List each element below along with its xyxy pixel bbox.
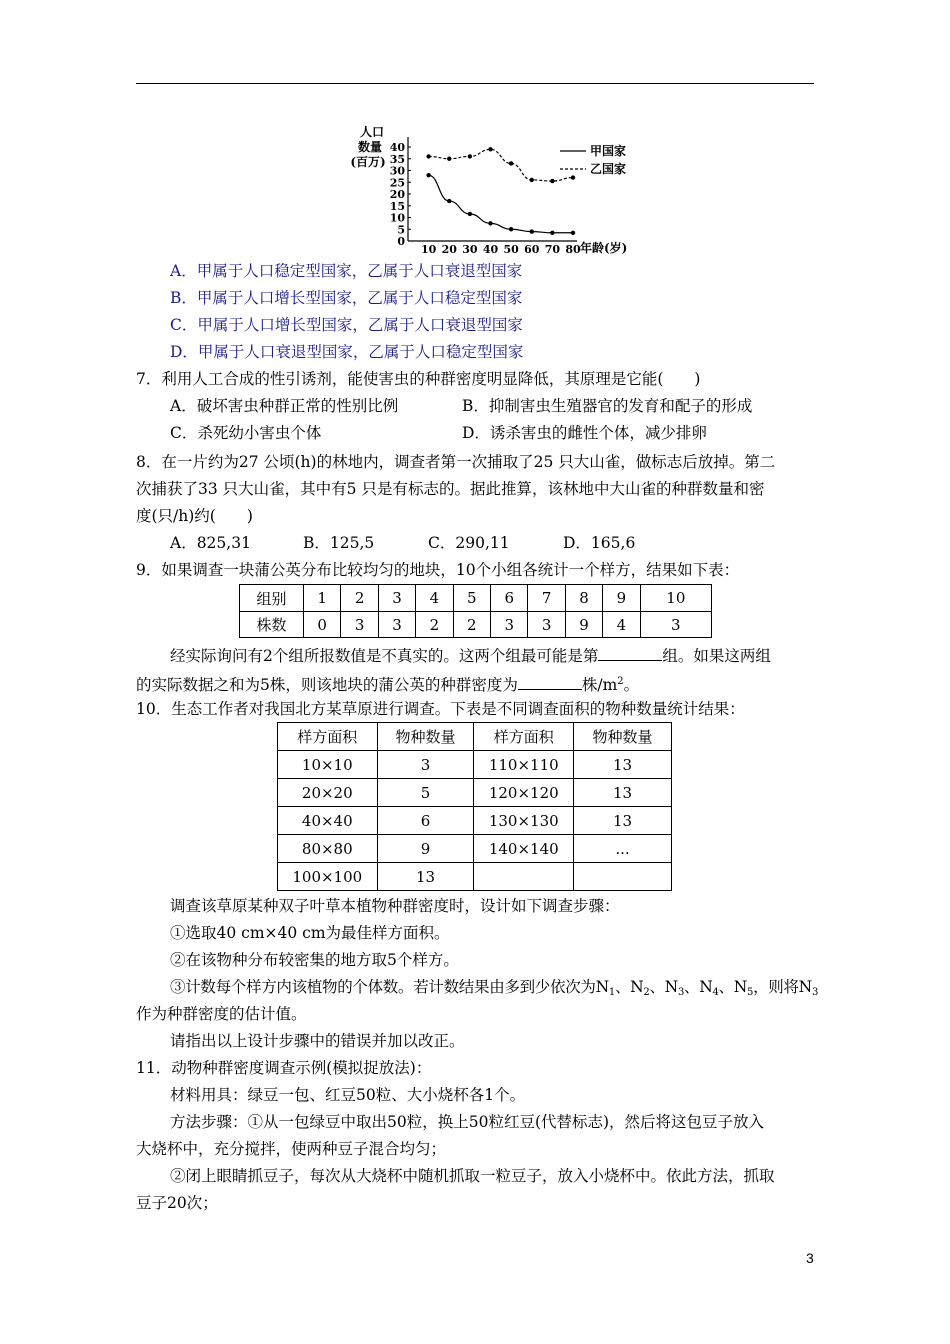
q9-text-line2	[136, 672, 639, 695]
q10-sub-n3: 3	[677, 987, 684, 998]
q6-option-a: A．甲属于人口稳定型国家，乙属于人口衰退型国家	[170, 262, 523, 280]
q9-count-cell: 3	[341, 612, 378, 638]
legend	[560, 143, 626, 176]
q11-method1b: 大烧杯中，充分搅拌，使两种豆子混合均匀；	[136, 1140, 447, 1158]
q7-stem: 7．利用人工合成的性引诱剂，能使害虫的种群密度明显降低，其原理是它能( )	[136, 370, 701, 388]
q10-step1: ①选取40 cm×40 cm为最佳样方面积。	[170, 924, 450, 942]
data-point-yi	[426, 154, 430, 158]
q7-option-d: D．诱杀害虫的雌性个体，减少排卵	[462, 424, 707, 442]
q11-stem: 11．动物种群密度调查示例(模拟捉放法)：	[136, 1059, 432, 1077]
q9-count-cell: 0	[304, 612, 341, 638]
y-tick-label: 20	[389, 188, 405, 201]
data-point-jia	[468, 212, 472, 216]
q9-text2c: 。	[623, 676, 640, 694]
q9-text-line1	[170, 645, 771, 666]
y-tick-label: 15	[389, 199, 405, 213]
data-point-yi	[488, 147, 492, 151]
q9-text2b: 株/m	[581, 676, 618, 694]
q10-cell: 13	[574, 807, 672, 835]
q10-sub-n2: 2	[643, 987, 650, 998]
table-row	[278, 835, 672, 863]
q9-count-cell: 9	[565, 612, 602, 638]
q10-cell: 120×120	[474, 779, 574, 807]
q9-group-cell: 2	[341, 585, 378, 612]
q8-line3: 度(只/h)约( )	[136, 507, 253, 525]
data-point-jia	[571, 231, 575, 235]
q9-text1a: 经实际询问有2个组所报数值是不真实的。这两个组最可能是第	[170, 647, 599, 665]
q10-step2: ②在该物种分布较密集的地方取5个样方。	[170, 951, 459, 969]
q7-option-b: B．抑制害虫生殖器官的发育和配子的形成	[462, 397, 753, 415]
q10-header-cell: 样方面积	[474, 723, 574, 751]
x-tick-label: 70	[544, 243, 561, 256]
y-axis-label-line1: 人口	[359, 125, 385, 139]
q10-table	[277, 722, 672, 891]
q10-cell: 110×110	[474, 751, 574, 779]
q9-group-cell: 7	[528, 585, 565, 612]
q6-option-b: B．甲属于人口增长型国家，乙属于人口稳定型国家	[170, 289, 523, 307]
q9-group-cell: 4	[416, 585, 453, 612]
q10-intro: 调查该草原某种双子叶草本植物种群密度时，设计如下调查步骤：	[170, 897, 620, 915]
population-chart	[350, 123, 650, 267]
x-tick-label: 60	[524, 243, 540, 256]
page-number: 3	[806, 1250, 814, 1266]
q9-count-cell: 3	[528, 612, 565, 638]
data-point-jia	[426, 173, 430, 177]
q10-step3-text: ③计数每个样方内该植物的个体数。若计数结果由多到少依次为N	[170, 978, 609, 996]
q9-count-cell: 2	[416, 612, 453, 638]
x-tick-label: 20	[441, 243, 457, 256]
y-axis-label-line2: 数量	[357, 140, 383, 154]
q9-count-cell: 3	[491, 612, 528, 638]
q10-ask: 请指出以上设计步骤中的错误并加以改正。	[170, 1032, 465, 1050]
q10-step3: ③计数每个样方内该植物的个体数。若计数结果由多到少依次为$N_1$、$N_2$、$N_3$、$N_4$、$N_5$，则将$N_3$	[170, 978, 818, 998]
q9-text1b: 组。如果这两组	[662, 647, 771, 665]
q8-option-a: A．825,31	[170, 534, 251, 552]
y-tick-label: 5	[397, 223, 405, 237]
y-tick-label: 30	[389, 164, 405, 178]
data-point-yi	[509, 161, 513, 165]
q10-cell: 6	[377, 807, 474, 835]
q6-option-c: C．甲属于人口增长型国家，乙属于人口衰退型国家	[170, 316, 523, 334]
table-row	[278, 807, 672, 835]
q10-cell: 5	[377, 779, 474, 807]
series-line-jia	[429, 175, 573, 233]
q10-cell	[474, 863, 574, 891]
q10-stem: 10．生态工作者对我国北方某草原进行调查。下表是不同调查面积的物种数量统计结果：	[136, 700, 745, 718]
q10-cell: 80×80	[278, 835, 378, 863]
q9-group-cell: 3	[378, 585, 415, 612]
table-row	[278, 779, 672, 807]
y-tick-label: 40	[389, 141, 405, 154]
data-point-yi	[530, 178, 534, 182]
q10-step3-line2: 作为种群密度的估计值。	[136, 1005, 307, 1023]
q8-line1: 8．在一片约为27 公顷(h)的林地内，调查者第一次捕取了25 只大山雀，做标志后放掉。第二	[136, 453, 776, 471]
y-tick-label: 10	[389, 211, 405, 225]
q9-header-count: 株数	[240, 612, 304, 638]
table-row	[278, 863, 672, 891]
data-point-jia	[509, 227, 513, 231]
data-point-yi	[447, 157, 451, 161]
x-axis-label: 年龄(岁)	[580, 241, 628, 255]
x-tick-label: 50	[503, 243, 519, 256]
q9-count-cell: 2	[453, 612, 490, 638]
q9-header-group: 组别	[240, 585, 304, 612]
table-row	[278, 751, 672, 779]
q9-answer-blank-groups[interactable]	[598, 645, 662, 661]
q6-option-d: D．甲属于人口衰退型国家，乙属于人口稳定型国家	[170, 343, 524, 361]
q8-option-c: C．290,11	[428, 534, 510, 552]
q11-method2: ②闭上眼睛抓豆子，每次从大烧杯中随机抓取一粒豆子，放入小烧杯中。依此方法，抓取	[170, 1167, 775, 1185]
data-point-jia	[550, 231, 554, 235]
series-line-yi	[429, 149, 573, 181]
q10-sub-n5: 5	[747, 987, 754, 998]
q9-count-cell: 4	[603, 612, 640, 638]
q10-step3-tail: ，则将N	[753, 978, 812, 996]
q10-cell: 40×40	[278, 807, 378, 835]
q10-cell: 13	[377, 863, 474, 891]
q9-answer-blank-density[interactable]	[518, 674, 582, 690]
x-tick-label: 10	[420, 243, 437, 256]
data-point-jia	[488, 221, 492, 225]
q10-cell: 9	[377, 835, 474, 863]
q11-materials: 材料用具：绿豆一包、红豆50粒、大小烧杯各1个。	[170, 1086, 526, 1104]
q10-cell: 13	[574, 751, 672, 779]
q9-stem: 9．如果调查一块蒲公英分布比较均匀的地块，10个小组各统计一个样方，结果如下表：	[136, 561, 740, 579]
q9-group-cell: 8	[565, 585, 602, 612]
q9-count-cell: 3	[378, 612, 415, 638]
y-tick-label: 0	[397, 235, 405, 248]
q10-cell: 130×130	[474, 807, 574, 835]
x-tick-label: 80	[565, 243, 581, 256]
q9-text2a: 的实际数据之和为5株，则该地块的蒲公英的种群密度为	[136, 676, 518, 694]
q10-cell: 20×20	[278, 779, 378, 807]
legend-label-jia: 甲国家	[590, 144, 627, 158]
q10-cell: ...	[574, 835, 672, 863]
data-point-yi	[468, 154, 472, 158]
q8-line2: 次捕获了33 只大山雀，其中有5 只是有标志的。据此推算，该林地中大山雀的种群数量和密	[136, 480, 765, 498]
q9-group-cell: 1	[304, 585, 341, 612]
data-point-yi	[550, 179, 554, 183]
q9-table	[239, 584, 712, 638]
q8-option-d: D．165,6	[563, 534, 636, 552]
q9-group-cell: 6	[491, 585, 528, 612]
q10-cell: 10×10	[278, 751, 378, 779]
q9-group-cell: 10	[640, 585, 711, 612]
x-tick-label: 30	[462, 243, 478, 256]
q10-header-cell: 物种数量	[574, 723, 672, 751]
q10-cell: 13	[574, 779, 672, 807]
q9-text2-sup: 2	[617, 676, 624, 687]
q10-cell	[574, 863, 672, 891]
q10-cell: 100×100	[278, 863, 378, 891]
q8-option-b: B．125,5	[303, 534, 375, 552]
y-axis-label-line3: (百万)	[350, 155, 386, 169]
data-point-jia	[447, 199, 451, 203]
q10-header-cell: 样方面积	[278, 723, 378, 751]
q11-method2b: 豆子20次；	[136, 1194, 218, 1212]
q10-cell: 3	[377, 751, 474, 779]
q7-option-a: A．破坏害虫种群正常的性别比例	[170, 397, 399, 415]
header-rule	[136, 83, 814, 84]
q9-count-cell: 3	[640, 612, 711, 638]
q10-sub-n1: 1	[608, 987, 615, 998]
data-point-jia	[530, 229, 534, 233]
q10-sub-n3-repeat: 3	[811, 987, 818, 998]
q10-header-cell: 物种数量	[377, 723, 474, 751]
q7-option-c: C．杀死幼小害虫个体	[170, 424, 322, 442]
q10-cell: 140×140	[474, 835, 574, 863]
q9-group-cell: 5	[453, 585, 490, 612]
q10-sub-n4: 4	[712, 987, 719, 998]
y-tick-label: 35	[389, 152, 405, 166]
y-tick-label: 25	[389, 176, 405, 190]
data-point-yi	[571, 175, 575, 179]
legend-label-yi: 乙国家	[590, 162, 627, 176]
chart-svg	[350, 123, 650, 263]
x-tick-label: 40	[482, 243, 499, 256]
q9-group-cell: 9	[603, 585, 640, 612]
q11-method1: 方法步骤：①从一包绿豆中取出50粒，换上50粒红豆(代替标志)，然后将这包豆子放入	[170, 1113, 765, 1131]
